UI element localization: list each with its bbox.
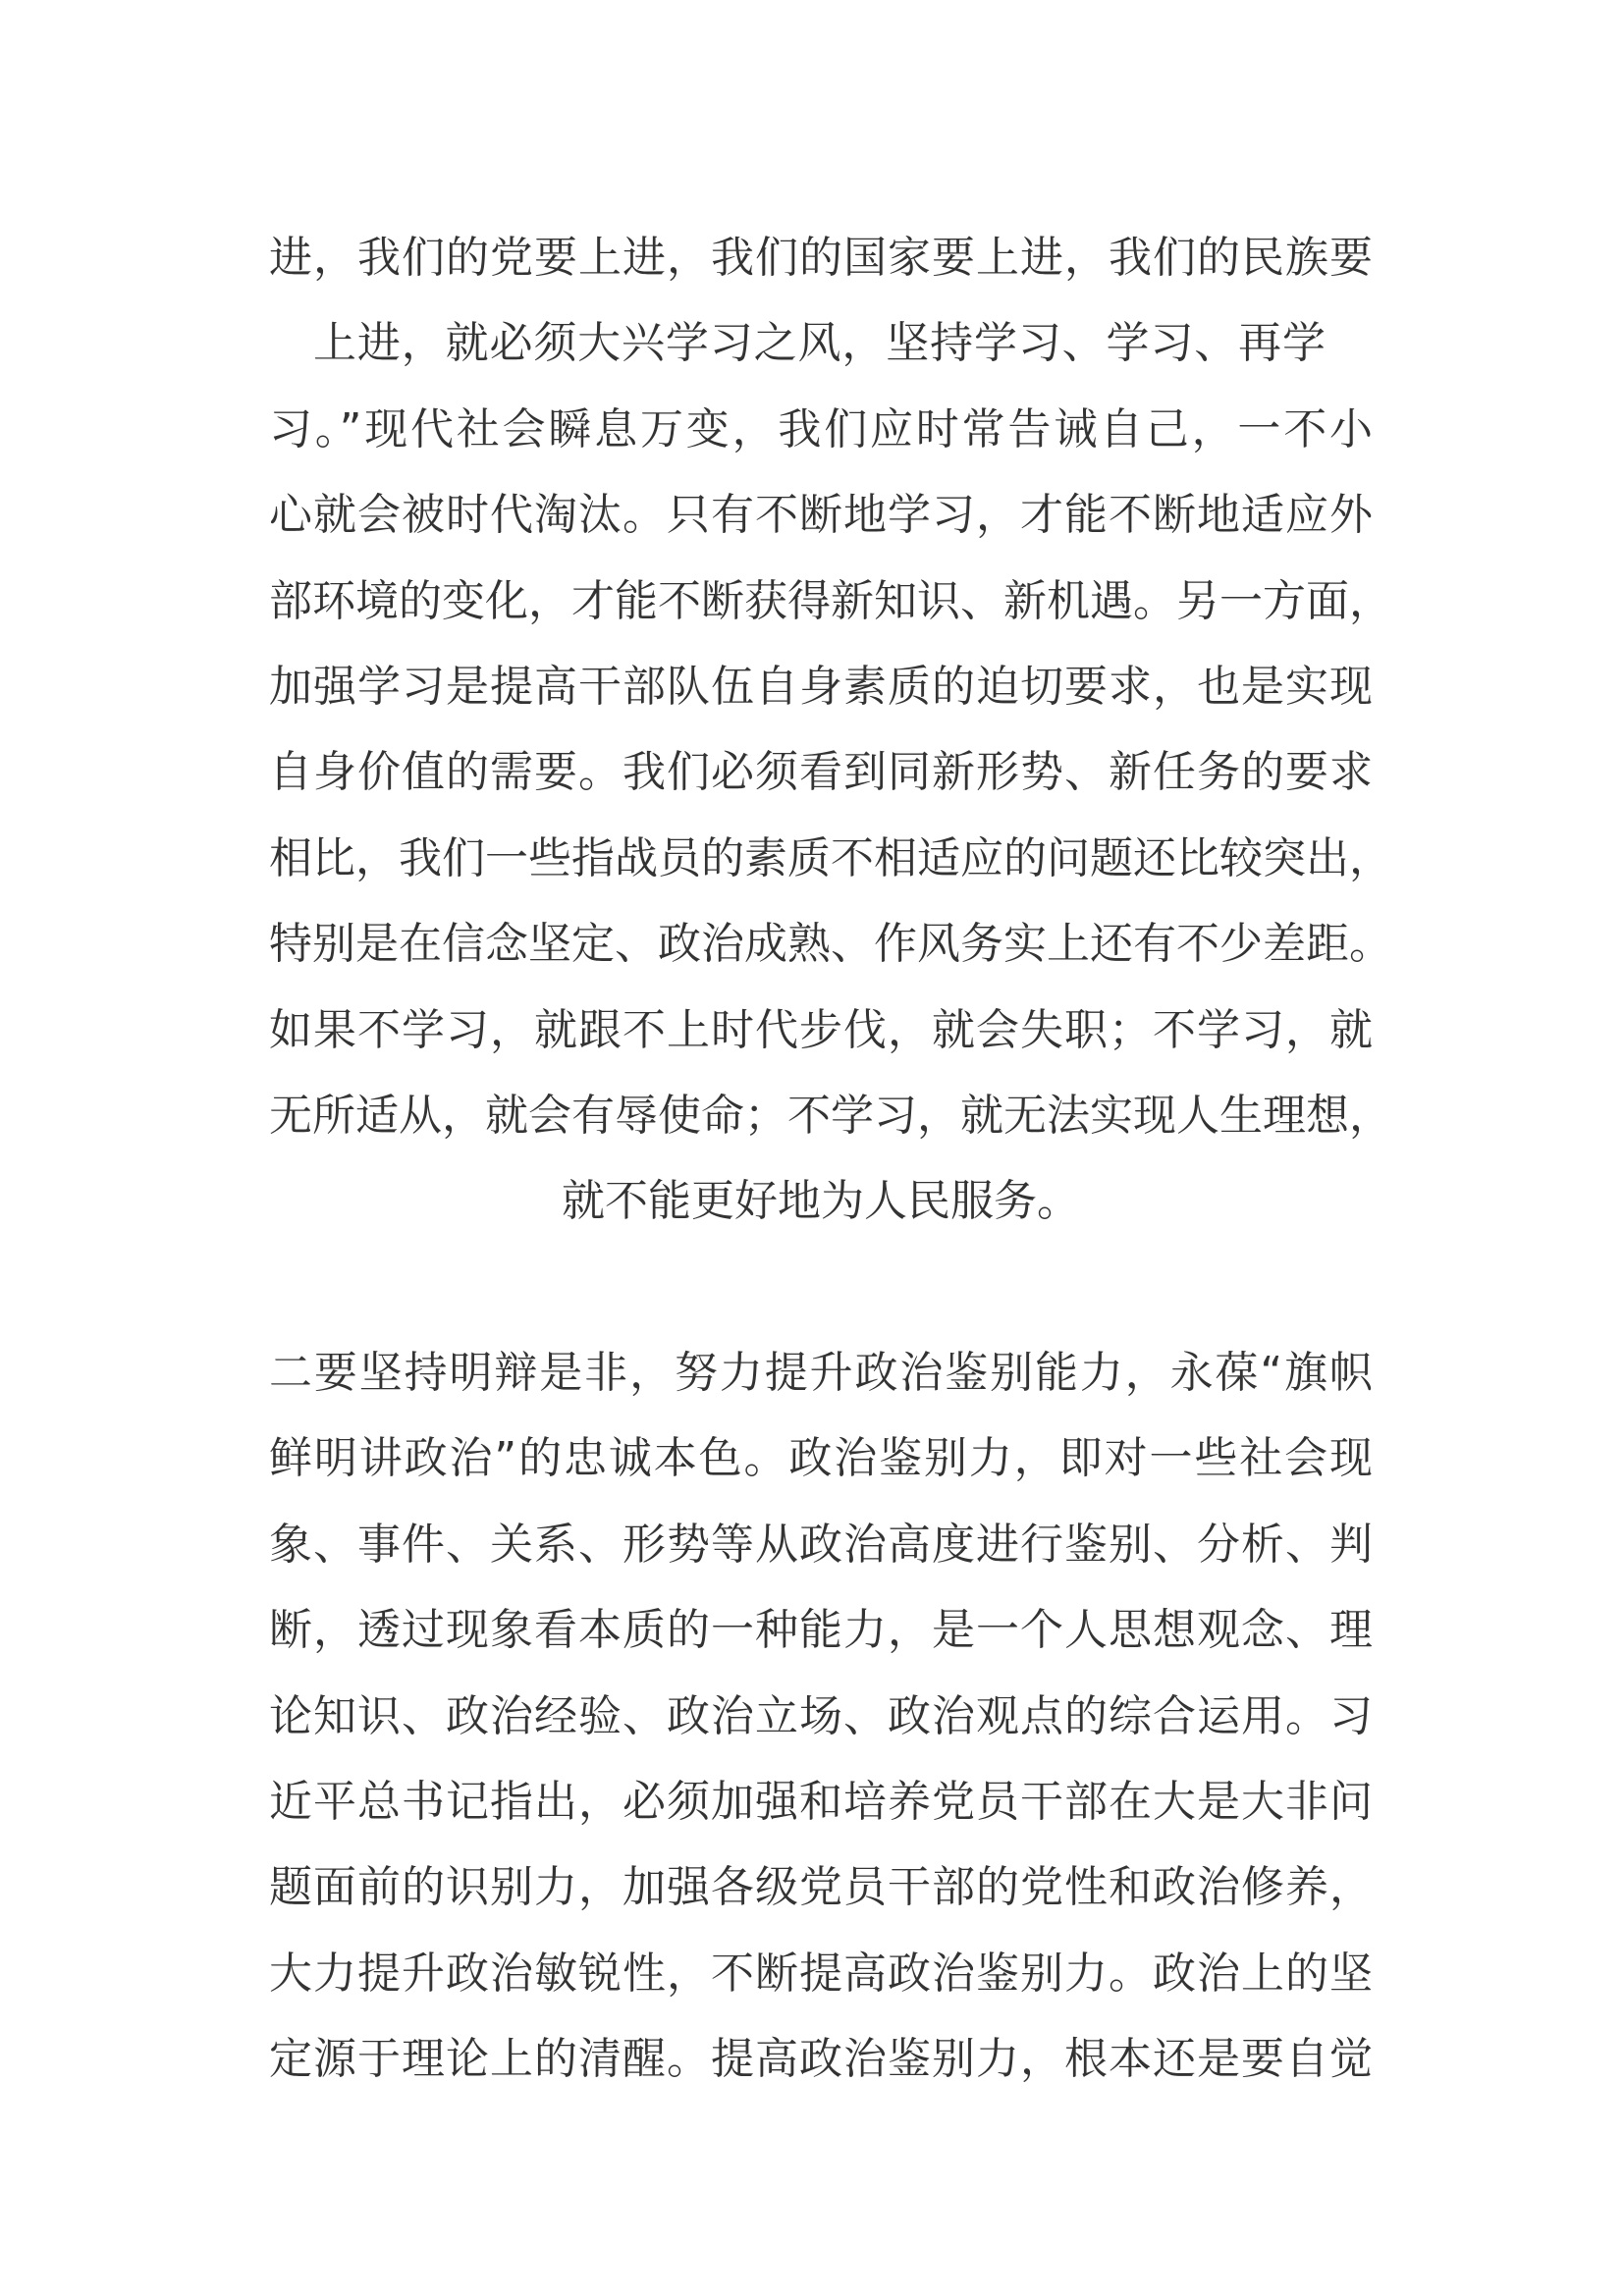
text-line: 近平总书记指出，必须加强和培养党员干部在大是大非问 bbox=[269, 1777, 1373, 1827]
text-line: 加强学习是提高干部队伍自身素质的迫切要求，也是实现 bbox=[269, 662, 1373, 712]
text-line: 进，我们的党要上进，我们的国家要上进，我们的民族要 bbox=[269, 233, 1373, 283]
text-line: 部环境的变化，才能不断获得新知识、新机遇。另一方面， bbox=[269, 575, 1392, 626]
text-line: 断，透过现象看本质的一种能力，是一个人思想观念、理 bbox=[269, 1605, 1373, 1656]
text-line: 相比，我们一些指战员的素质不相适应的问题还比较突出， bbox=[269, 832, 1392, 883]
text-line: 特别是在信念坚定、政治成熟、作风务实上还有不少差距。 bbox=[269, 919, 1392, 970]
text-line: 鲜明讲政治”的忠诚本色。政治鉴别力，即对一些社会现 bbox=[269, 1433, 1373, 1484]
text-line: 上进，就必须大兴学习之风，坚持学习、学习、再学 bbox=[313, 318, 1326, 369]
text-line: 无所适从，就会有辱使命；不学习，就无法实现人生理想， bbox=[269, 1091, 1392, 1141]
text-line: 定源于理论上的清醒。提高政治鉴别力，根本还是要自觉 bbox=[269, 2034, 1373, 2085]
text-line: 如果不学习，就跟不上时代步伐，就会失职；不学习，就 bbox=[269, 1004, 1373, 1055]
text-line: 心就会被时代淘汰。只有不断地学习，才能不断地适应外 bbox=[269, 490, 1373, 541]
text-line: 自身价值的需要。我们必须看到同新形势、新任务的要求 bbox=[269, 747, 1373, 798]
text-line: 大力提升政治敏锐性，不断提高政治鉴别力。政治上的坚 bbox=[269, 1948, 1373, 1999]
text-line: 题面前的识别力，加强各级党员干部的党性和政治修养， bbox=[269, 1862, 1373, 1913]
text-line: 习。”现代社会瞬息万变，我们应时常告诫自己，一不小 bbox=[269, 403, 1373, 454]
text-line: 论知识、政治经验、政治立场、政治观点的综合运用。习 bbox=[269, 1690, 1373, 1741]
text-line: 二要坚持明辩是非，努力提升政治鉴别能力，永葆“旗帜 bbox=[269, 1348, 1373, 1398]
text-line: 象、事件、关系、形势等从政治高度进行鉴别、分析、判 bbox=[269, 1519, 1373, 1570]
text-line: 就不能更好地为人民服务。 bbox=[562, 1176, 1080, 1227]
